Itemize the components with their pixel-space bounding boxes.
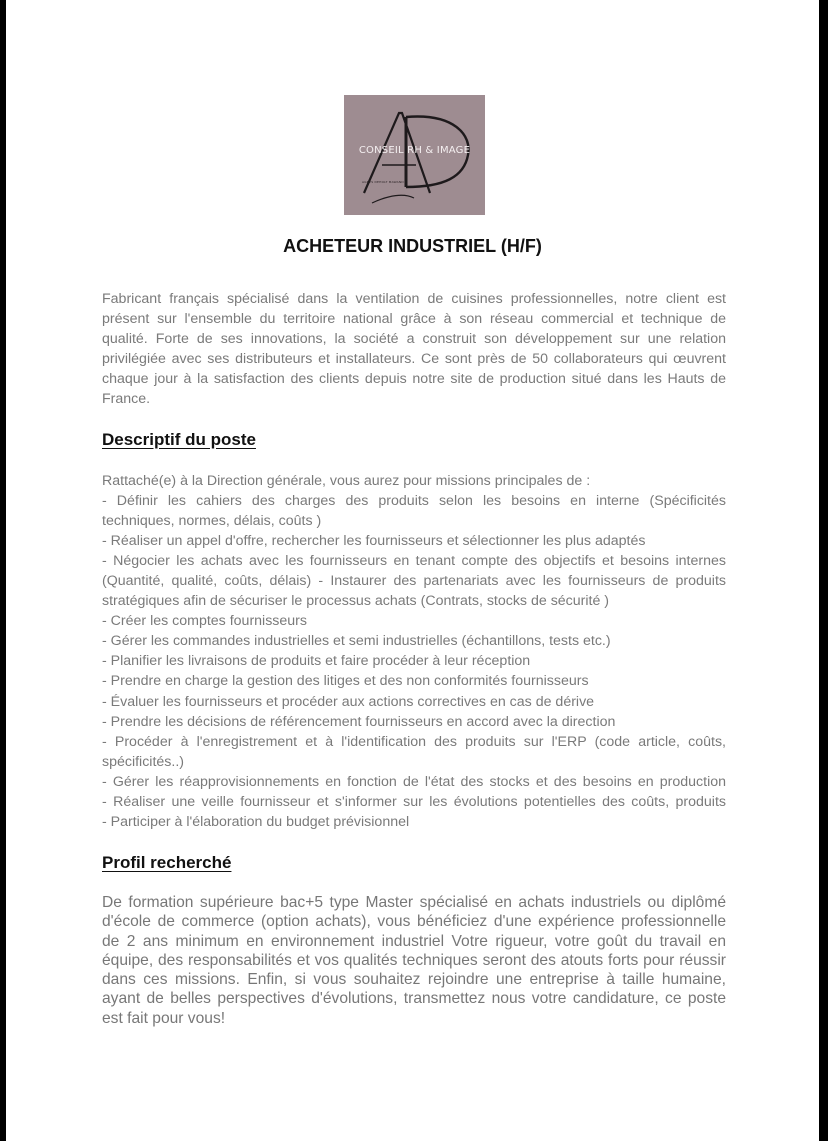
- description-line: Rattaché(e) à la Direction générale, vous aurez pour missions principales de :: [102, 473, 591, 489]
- description-line: - Procéder à l'enregistrement et à l'identification des produits sur l'ERP (code article, coûts,: [102, 733, 726, 750]
- description-line: - Participer à l'élaboration du budget prévisionnel: [102, 813, 410, 830]
- description-line: - Créer les comptes fournisseurs: [102, 613, 307, 630]
- description-line: - Négocier les achats avec les fournisseurs en tenant compte des objectifs et besoins internes: [102, 553, 726, 570]
- description-line: - Gérer les commandes industrielles et semi industrielles (échantillons, tests etc.): [102, 633, 611, 650]
- description-line: - Évaluer les fournisseurs et procéder aux actions correctives en cas de dérive: [102, 693, 595, 710]
- description-line: - Définir les cahiers des charges des produits selon les besoins en interne (Spécificités: [102, 493, 726, 510]
- description-line: - Réaliser un appel d'offre, rechercher les fournisseurs et sélectionner les plus adaptés: [102, 533, 646, 550]
- profile-text: De formation supérieure bac+5 type Master spécialisé en achats industriels ou diplômé d'école de commerce (option achats), vous bénéficiez d'une expérience professionnelle de 2 ans minimum en environnement industriel Votre rigueur, votre goût du travail en équipe, des responsabilités et vos qualités techniques seront des atouts forts pour réussir dans ces missions. Enfin, si vous souhaitez rejoindre une entreprise à taille humaine, ayant de belles perspectives d'évolutions, transmettez nous votre candidature, ce poste est fait pour vous!: [102, 894, 726, 1027]
- job-title: ACHETEUR INDUSTRIEL (H/F): [283, 236, 542, 256]
- logo-tagline: AGNES DEHOLT MAWAND: [362, 180, 404, 184]
- description-line: - Gérer les réapprovisionnements en fonction de l'état des stocks et des besoins en production: [102, 773, 726, 790]
- description-line: stratégiques afin de sécuriser le processus achats (Contrats, stocks de sécurité ): [102, 593, 610, 610]
- document-page: [6, 0, 819, 1141]
- company-logo: [344, 95, 485, 215]
- description-line: - Planifier les livraisons de produits et faire procéder à leur réception: [102, 653, 531, 670]
- job-description: [102, 471, 726, 832]
- logo-name: CONSEIL RH & IMAGE: [358, 145, 471, 156]
- section-heading-profil: Profil recherché: [102, 853, 232, 872]
- description-line: - Réaliser une veille fournisseur et s'informer sur les évolutions potentielles des coûts, produits: [102, 793, 726, 810]
- company-intro: Fabricant français spécialisé dans la ventilation de cuisines professionnelles, notre client est présent sur l'ensemble du territoire national grâce à son réseau commercial et technique de qualité. Forte de ses innovations, la société a construit son développement sur une relation privilégiée avec ses distributeurs et installateurs. Ce sont près de 50 collaborateurs qui œuvrent chaque jour à la satisfaction des clients depuis notre site de production situé dans les Hauts de France.: [102, 291, 726, 407]
- description-line: (Quantité, qualité, coûts, délais) - Instaurer des partenariats avec les fournisseurs de produits: [102, 573, 726, 590]
- description-line: techniques, normes, délais, coûts ): [102, 513, 322, 530]
- description-line: - Prendre en charge la gestion des litiges et des non conformités fournisseurs: [102, 673, 589, 690]
- description-line: - Prendre les décisions de référencement fournisseurs en accord avec la direction: [102, 713, 616, 730]
- section-heading-descriptif: Descriptif du poste: [102, 430, 256, 449]
- description-line: spécificités..): [102, 753, 184, 770]
